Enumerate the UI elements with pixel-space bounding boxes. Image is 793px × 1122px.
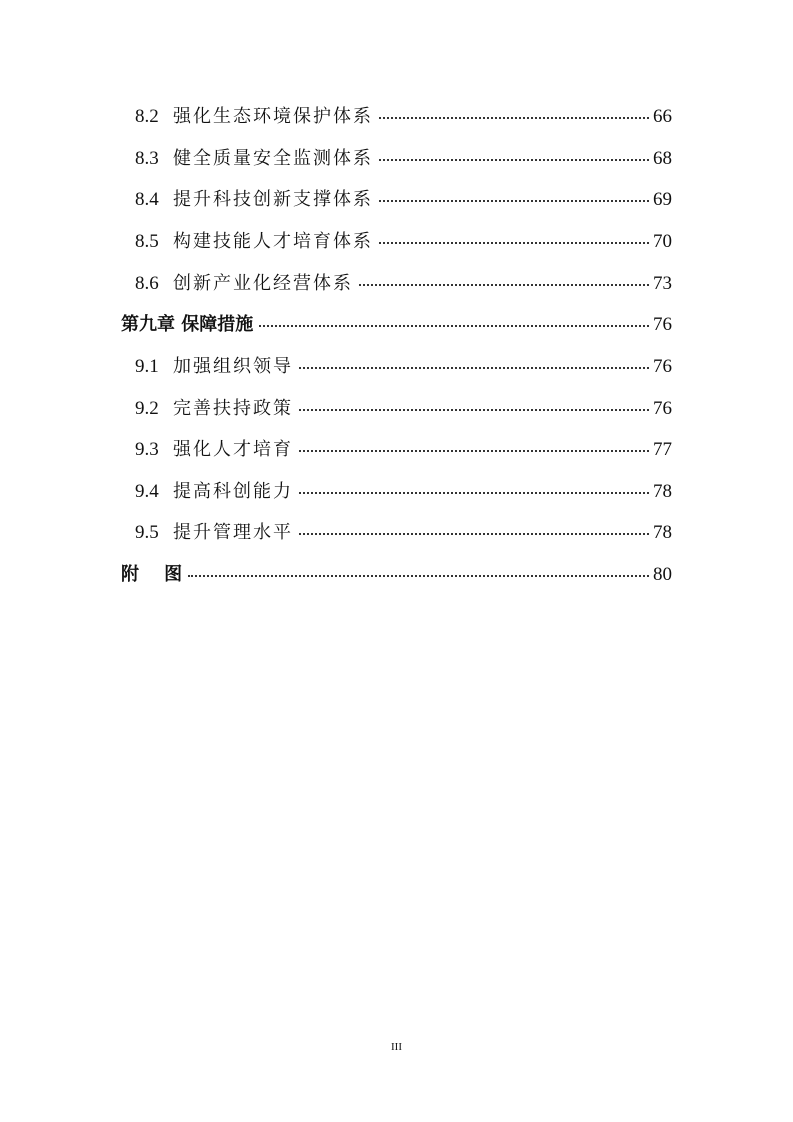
page-number: III	[391, 1041, 402, 1053]
toc-entry[interactable]	[0, 104, 793, 130]
toc-entry-page: 76	[653, 314, 672, 335]
toc-entry-page: 70	[653, 231, 672, 252]
toc-entry[interactable]	[0, 229, 793, 255]
toc-entry-page: 80	[653, 564, 672, 585]
dot-leader	[299, 407, 649, 411]
dot-leader	[379, 240, 649, 244]
dot-leader	[299, 448, 649, 452]
toc-appendix-title: 附 图	[121, 564, 183, 585]
toc-entry[interactable]	[0, 187, 793, 213]
toc-entry-title: 强化人才培育	[173, 439, 293, 460]
dot-leader	[379, 198, 649, 202]
toc-appendix-entry[interactable]	[0, 562, 793, 588]
toc-entry-page: 73	[653, 273, 672, 294]
toc-entry-page: 78	[653, 522, 672, 543]
toc-entry-page: 66	[653, 106, 672, 127]
toc-entry[interactable]	[0, 396, 793, 422]
toc-entry[interactable]	[0, 437, 793, 463]
toc-entry-number: 9.4	[135, 481, 159, 502]
dot-leader	[299, 490, 649, 494]
toc-entry-number: 8.5	[135, 231, 159, 252]
toc-entry-number: 8.3	[135, 148, 159, 169]
toc-entry[interactable]	[0, 146, 793, 172]
toc-entry-number: 9.3	[135, 439, 159, 460]
dot-leader	[299, 365, 649, 369]
dot-leader	[379, 115, 649, 119]
toc-entry-number: 9.2	[135, 398, 159, 419]
toc-entry-title: 提升管理水平	[173, 522, 293, 543]
toc-entry-title: 强化生态环境保护体系	[173, 106, 373, 127]
toc-entry-number: 9.5	[135, 522, 159, 543]
toc-entry-number: 9.1	[135, 356, 159, 377]
toc-chapter-entry[interactable]	[0, 312, 793, 338]
toc-entry-title: 提高科创能力	[173, 481, 293, 502]
dot-leader	[259, 323, 649, 327]
dot-leader	[299, 531, 649, 535]
dot-leader	[188, 573, 649, 577]
toc-chapter-title: 第九章 保障措施	[121, 314, 254, 335]
toc-entry-title: 构建技能人才培育体系	[173, 231, 373, 252]
toc-entry[interactable]	[0, 354, 793, 380]
toc-entry-title: 创新产业化经营体系	[173, 273, 353, 294]
toc-entry-number: 8.2	[135, 106, 159, 127]
toc-entry-page: 78	[653, 481, 672, 502]
dot-leader	[379, 157, 649, 161]
toc-entry[interactable]	[0, 479, 793, 505]
toc-entry-page: 76	[653, 398, 672, 419]
toc-entry-title: 加强组织领导	[173, 356, 293, 377]
toc-entry-page: 68	[653, 148, 672, 169]
toc-entry-number: 8.4	[135, 189, 159, 210]
toc-entry-title: 提升科技创新支撑体系	[173, 189, 373, 210]
toc-entry-title: 完善扶持政策	[173, 398, 293, 419]
toc-entry-page: 69	[653, 189, 672, 210]
toc-entry-number: 8.6	[135, 273, 159, 294]
toc-entry-page: 76	[653, 356, 672, 377]
dot-leader	[359, 282, 649, 286]
toc-entry[interactable]	[0, 520, 793, 546]
toc-entry-page: 77	[653, 439, 672, 460]
toc-entry-title: 健全质量安全监测体系	[173, 148, 373, 169]
toc-entry[interactable]	[0, 271, 793, 297]
